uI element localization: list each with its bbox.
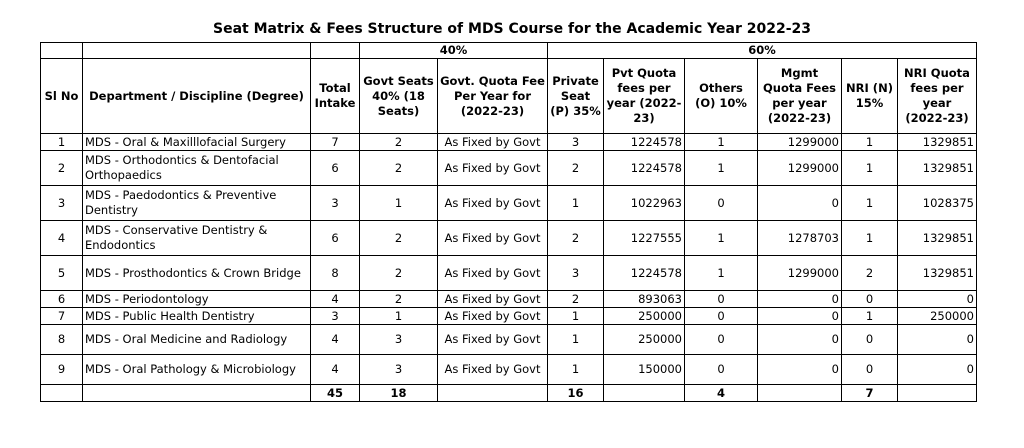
cell-sl: 4 xyxy=(41,221,83,256)
page-title: Seat Matrix & Fees Structure of MDS Course for the Academic Year 2022-23 xyxy=(213,21,811,37)
header-others: Others (O) 10% xyxy=(685,59,758,134)
cell-nri-fee: 1329851 xyxy=(898,256,977,291)
cell-mgmt-fee: 0 xyxy=(758,186,842,221)
cell-pvt: 2 xyxy=(548,291,604,308)
cell-mgmt-fee: 0 xyxy=(758,325,842,355)
header-total-intake: Total Intake xyxy=(311,59,360,134)
cell-nri-fee: 0 xyxy=(898,325,977,355)
cell-sl: 7 xyxy=(41,308,83,325)
cell-pvt-fee: 1227555 xyxy=(604,221,685,256)
total-govt-sum: 18 xyxy=(360,385,438,402)
header-private-seat: Private Seat (P) 35% xyxy=(548,59,604,134)
cell-others: 1 xyxy=(685,151,758,186)
cell-govt: 2 xyxy=(360,151,438,186)
cell-nri-fee: 1329851 xyxy=(898,151,977,186)
cell-sl: 5 xyxy=(41,256,83,291)
cell-pvt-fee: 250000 xyxy=(604,325,685,355)
cell-department: MDS - Oral Medicine and Radiology xyxy=(83,325,311,355)
cell-sl: 1 xyxy=(41,134,83,151)
table-row xyxy=(41,291,977,308)
cell-others: 1 xyxy=(685,256,758,291)
totals-empty xyxy=(438,385,548,402)
cell-others: 1 xyxy=(685,221,758,256)
cell-total: 6 xyxy=(311,151,360,186)
table-row xyxy=(41,355,977,385)
cell-govt-fee: As Fixed by Govt xyxy=(438,308,548,325)
cell-pvt-fee: 1224578 xyxy=(604,151,685,186)
cell-total: 7 xyxy=(311,134,360,151)
cell-pvt-fee: 150000 xyxy=(604,355,685,385)
cell-pvt: 1 xyxy=(548,186,604,221)
cell-govt-fee: As Fixed by Govt xyxy=(438,256,548,291)
total-intake-sum: 45 xyxy=(311,385,360,402)
table-row xyxy=(41,134,977,151)
total-pvt-sum: 16 xyxy=(548,385,604,402)
cell-sl: 3 xyxy=(41,186,83,221)
cell-nri: 0 xyxy=(842,291,898,308)
cell-others: 1 xyxy=(685,134,758,151)
total-others-sum: 4 xyxy=(685,385,758,402)
cell-sl: 8 xyxy=(41,325,83,355)
cell-govt-fee: As Fixed by Govt xyxy=(438,221,548,256)
total-nri-sum: 7 xyxy=(842,385,898,402)
cell-govt: 2 xyxy=(360,291,438,308)
cell-others: 0 xyxy=(685,355,758,385)
cell-nri-fee: 0 xyxy=(898,355,977,385)
cell-department: MDS - Oral & Maxilllofacial Surgery xyxy=(83,134,311,151)
table-row xyxy=(41,308,977,325)
table-row xyxy=(41,151,977,186)
cell-nri: 1 xyxy=(842,134,898,151)
group-header-empty xyxy=(41,43,83,59)
cell-department: MDS - Periodontology xyxy=(83,291,311,308)
cell-department: MDS - Conservative Dentistry & Endodontics xyxy=(83,221,311,256)
table-row xyxy=(41,256,977,291)
cell-mgmt-fee: 1299000 xyxy=(758,151,842,186)
cell-mgmt-fee: 1278703 xyxy=(758,221,842,256)
group-header-60: 60% xyxy=(548,43,977,59)
group-header-empty xyxy=(83,43,311,59)
cell-pvt: 1 xyxy=(548,325,604,355)
cell-nri: 1 xyxy=(842,151,898,186)
cell-govt-fee: As Fixed by Govt xyxy=(438,291,548,308)
cell-department: MDS - Oral Pathology & Microbiology xyxy=(83,355,311,385)
totals-empty xyxy=(898,385,977,402)
totals-row xyxy=(41,385,977,402)
table-row xyxy=(41,221,977,256)
cell-nri-fee: 1028375 xyxy=(898,186,977,221)
cell-mgmt-fee: 1299000 xyxy=(758,134,842,151)
cell-total: 4 xyxy=(311,325,360,355)
cell-pvt-fee: 1224578 xyxy=(604,134,685,151)
cell-govt-fee: As Fixed by Govt xyxy=(438,151,548,186)
cell-others: 0 xyxy=(685,325,758,355)
column-header-row xyxy=(41,59,977,134)
cell-pvt-fee: 893063 xyxy=(604,291,685,308)
cell-nri: 0 xyxy=(842,325,898,355)
cell-total: 3 xyxy=(311,186,360,221)
cell-govt-fee: As Fixed by Govt xyxy=(438,186,548,221)
cell-pvt-fee: 250000 xyxy=(604,308,685,325)
cell-sl: 2 xyxy=(41,151,83,186)
cell-nri-fee: 1329851 xyxy=(898,221,977,256)
cell-govt: 1 xyxy=(360,308,438,325)
cell-govt-fee: As Fixed by Govt xyxy=(438,325,548,355)
cell-department: MDS - Orthodontics & Dentofacial Orthopaedics xyxy=(83,151,311,186)
cell-govt: 2 xyxy=(360,221,438,256)
cell-govt-fee: As Fixed by Govt xyxy=(438,355,548,385)
totals-empty xyxy=(758,385,842,402)
cell-nri: 2 xyxy=(842,256,898,291)
header-mgmt-fees: Mgmt Quota Fees per year (2022-23) xyxy=(758,59,842,134)
cell-govt-fee: As Fixed by Govt xyxy=(438,134,548,151)
cell-pvt: 3 xyxy=(548,256,604,291)
header-nri: NRI (N) 15% xyxy=(842,59,898,134)
cell-total: 3 xyxy=(311,308,360,325)
totals-empty xyxy=(41,385,83,402)
cell-pvt: 3 xyxy=(548,134,604,151)
cell-department: MDS - Public Health Dentistry xyxy=(83,308,311,325)
header-govt-seats: Govt Seats 40% (18 Seats) xyxy=(360,59,438,134)
cell-mgmt-fee: 0 xyxy=(758,308,842,325)
group-header-empty xyxy=(311,43,360,59)
cell-nri-fee: 0 xyxy=(898,291,977,308)
seat-matrix-table xyxy=(40,42,977,402)
cell-pvt-fee: 1224578 xyxy=(604,256,685,291)
cell-sl: 6 xyxy=(41,291,83,308)
cell-nri: 1 xyxy=(842,308,898,325)
cell-department: MDS - Prosthodontics & Crown Bridge xyxy=(83,256,311,291)
totals-empty xyxy=(83,385,311,402)
header-nri-fees: NRI Quota fees per year (2022-23) xyxy=(898,59,977,134)
cell-nri-fee: 250000 xyxy=(898,308,977,325)
cell-nri: 1 xyxy=(842,186,898,221)
cell-total: 4 xyxy=(311,291,360,308)
cell-govt: 1 xyxy=(360,186,438,221)
cell-govt: 2 xyxy=(360,256,438,291)
cell-pvt: 1 xyxy=(548,308,604,325)
cell-mgmt-fee: 0 xyxy=(758,355,842,385)
table-row xyxy=(41,186,977,221)
cell-mgmt-fee: 1299000 xyxy=(758,256,842,291)
cell-others: 0 xyxy=(685,308,758,325)
group-header-40: 40% xyxy=(360,43,548,59)
header-govt-fee: Govt. Quota Fee Per Year for (2022-23) xyxy=(438,59,548,134)
cell-total: 8 xyxy=(311,256,360,291)
table-row xyxy=(41,325,977,355)
cell-govt: 3 xyxy=(360,355,438,385)
cell-nri: 0 xyxy=(842,355,898,385)
cell-sl: 9 xyxy=(41,355,83,385)
totals-empty xyxy=(604,385,685,402)
header-pvt-fees: Pvt Quota fees per year (2022-23) xyxy=(604,59,685,134)
cell-pvt: 2 xyxy=(548,151,604,186)
header-department: Department / Discipline (Degree) xyxy=(83,59,311,134)
cell-others: 0 xyxy=(685,291,758,308)
cell-pvt: 1 xyxy=(548,355,604,385)
cell-pvt-fee: 1022963 xyxy=(604,186,685,221)
cell-others: 0 xyxy=(685,186,758,221)
cell-mgmt-fee: 0 xyxy=(758,291,842,308)
cell-total: 6 xyxy=(311,221,360,256)
cell-department: MDS - Paedodontics & Preventive Dentistry xyxy=(83,186,311,221)
cell-total: 4 xyxy=(311,355,360,385)
cell-pvt: 2 xyxy=(548,221,604,256)
cell-govt: 3 xyxy=(360,325,438,355)
group-header-row xyxy=(41,43,977,59)
cell-govt: 2 xyxy=(360,134,438,151)
header-sl-no: Sl No xyxy=(41,59,83,134)
cell-nri: 1 xyxy=(842,221,898,256)
cell-nri-fee: 1329851 xyxy=(898,134,977,151)
